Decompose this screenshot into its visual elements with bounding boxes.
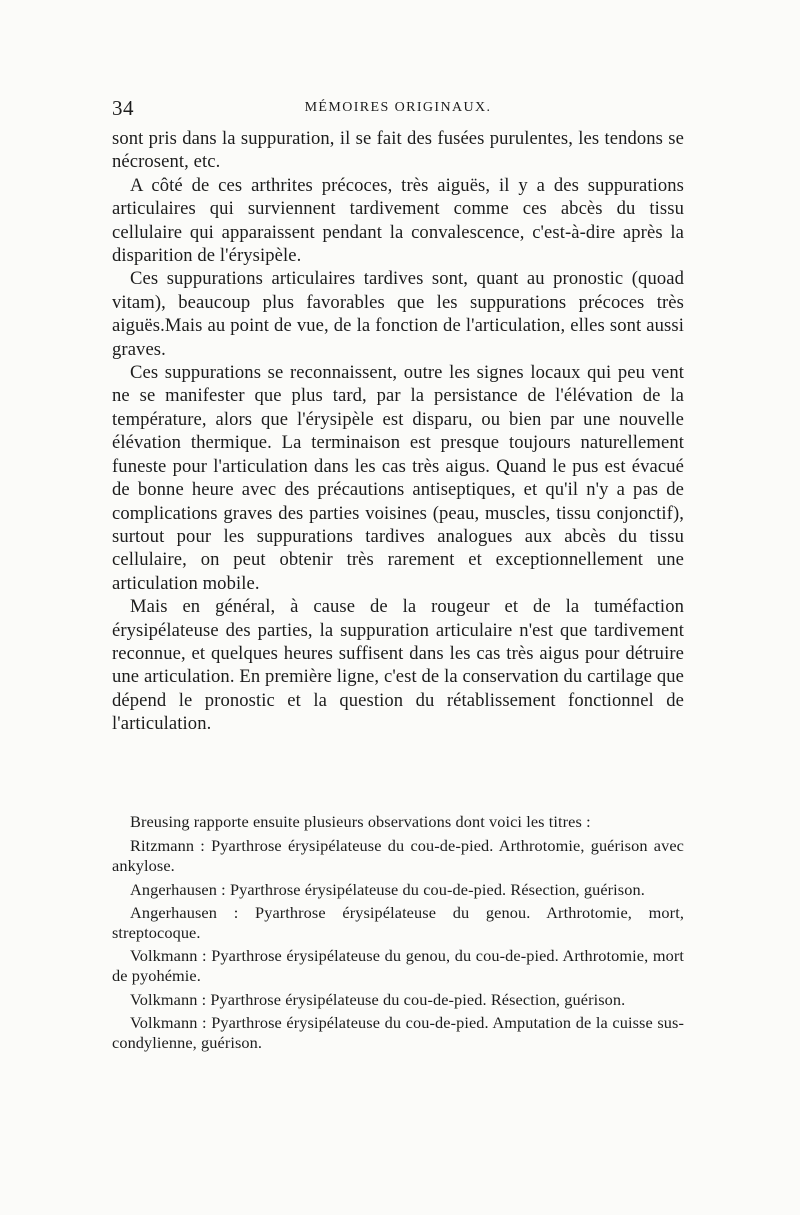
main-text (112, 127, 684, 736)
paragraph: A côté de ces arthrites précoces, très aiguës, il y a des suppurations articulaires qui surviennent tardivement comme ces abcès du tissu cellulaire qui apparaissent pendant la convalescence, c'est-à-dire après la disparition de l'érysipèle. (112, 174, 684, 267)
observation-item: Volkmann : Pyarthrose érysipélateuse du genou, du cou-de-pied. Arthrotomie, mort de pyohémie. (112, 946, 684, 986)
observations-intro: Breusing rapporte ensuite plusieurs observations dont voici les titres : (130, 812, 591, 831)
paragraph: Mais en général, à cause de la rougeur et de la tuméfaction érysipélateuse des parties, la suppuration articulaire n'est que tardivement reconnue, et quelques heures suffisent dans les cas très aigus pour détruire une articulation. En première ligne, c'est de la conservation du cartilage que dépend le pronostic et la question du rétablissement fonctionnel de l'articulation. (112, 596, 684, 735)
paragraph: Ces suppurations se reconnaissent, outre les signes locaux qui peu vent ne se manifester que plus tard, par la persistance de l'élévation de la température, alors que l'érysipèle est disparu, ou bien par une nouvelle élévation thermique. La terminaison est presque toujours naturellement funeste pour l'articulation dans les cas très aigus. Quand le pus est évacué de bonne heure avec des précautions antiseptiques, et qu'il n'y a pas de complications graves des parties voisines (peau, muscles, tissu conjonctif), surtout pour les suppurations tardives analogues aux abcès du tissu cellulaire, on peut obtenir très rarement et exceptionnellement une articulation mobile. (112, 362, 684, 594)
paragraph: Ces suppurations articulaires tardives sont, quant au pronostic (quoad vitam), beaucoup plus favorables que les suppurations précoces très aiguës.Mais au point de vue, de la fonction de l'articulation, elles sont aussi graves. (112, 268, 684, 360)
observation-item: Angerhausen : Pyarthrose érysipélateuse du genou. Arthrotomie, mort, streptocoque. (112, 902, 684, 943)
observation-item: Ritzmann : Pyarthrose érysipélateuse du cou-de-pied. Arthrotomie, guérison avec ankylose. (112, 836, 684, 876)
page-number: 34 (112, 96, 134, 120)
running-title: MÉMOIRES ORIGINAUX. (304, 100, 492, 115)
paragraph: sont pris dans la suppuration, il se fait des fusées purulentes, les tendons se nécrosent, etc. (112, 128, 684, 173)
observations-list (112, 812, 684, 1056)
observation-item: Volkmann : Pyarthrose érysipélateuse du cou-de-pied. Amputation de la cuisse sus-condylienne, guérison. (112, 1012, 684, 1053)
observation-item: Volkmann : Pyarthrose érysipélateuse du cou-de-pied. Résection, guérison. (130, 989, 626, 1009)
observation-item: Angerhausen : Pyarthrose érysipélateuse du cou-de-pied. Résection, guérison. (130, 879, 645, 899)
page-header (112, 96, 684, 122)
